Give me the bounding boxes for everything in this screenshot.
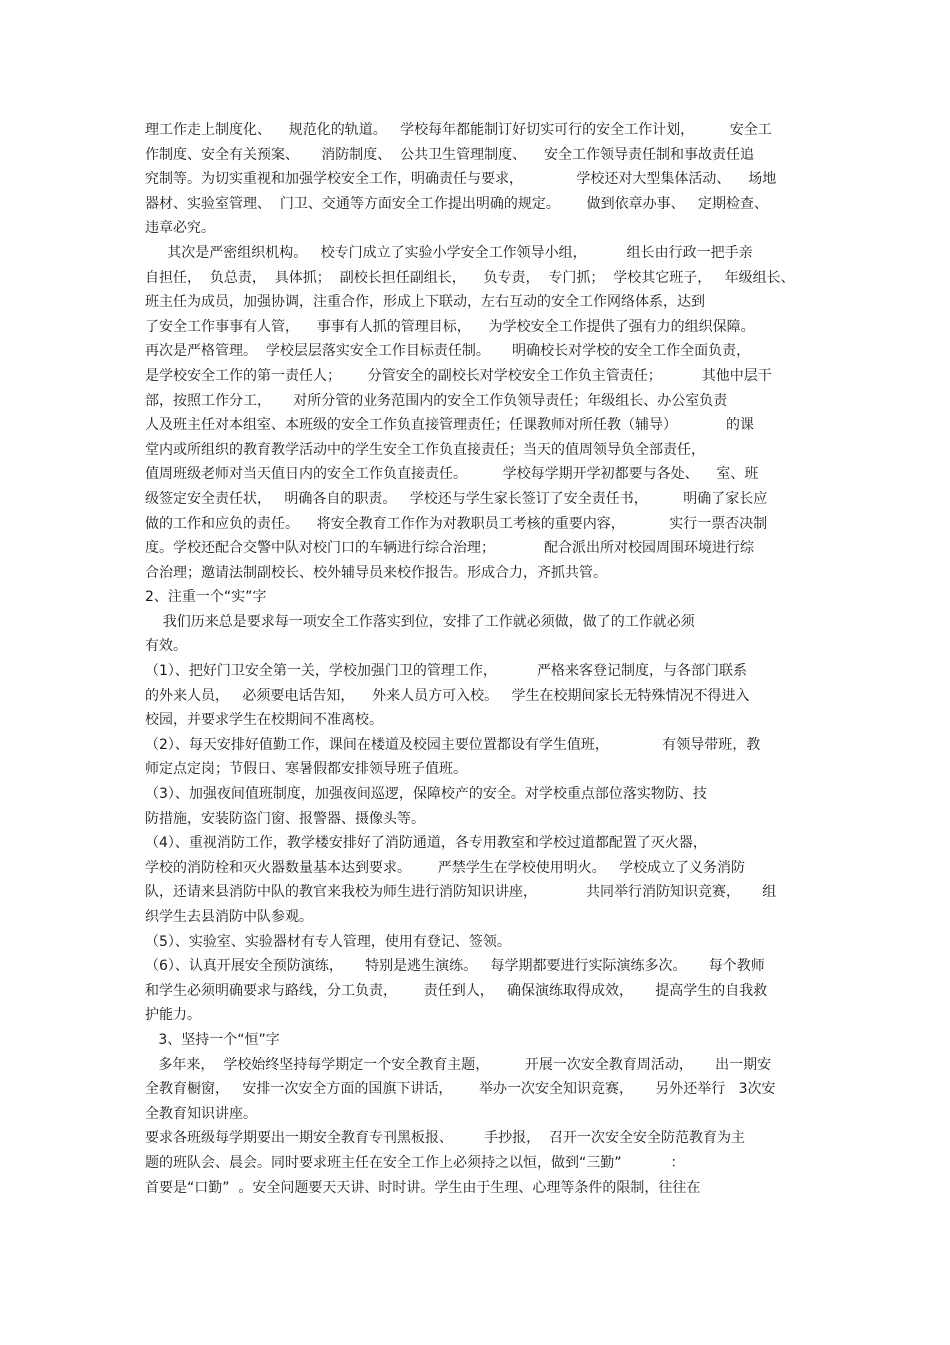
text-line: 题的班队会、晨会。同时要求班主任在安全工作上必须持之以恒，做到“三勤” ： — [145, 1154, 685, 1171]
text-line: 师定点定岗；节假日、寒暑假都安排领导班子值班。 — [145, 761, 467, 778]
text-line: 再次是严格管理。 学校层层落实安全工作目标责任制。 明确校长对学校的安全工作全面负责， — [145, 343, 751, 360]
text-line: （3）、加强夜间值班制度，加强夜间巡逻，保障校产的安全。对学校重点部位落实物防、技 — [145, 786, 707, 803]
text-line: 究制等。为切实重视和加强学校安全工作，明确责任与要求， 学校还对大型集体活动、 场地 — [145, 171, 777, 188]
text-line: （5）、实验室、实验器材有专人管理，使用有登记、签领。 — [145, 933, 511, 950]
text-line: 校园，并要求学生在校期间不准离校。 — [145, 712, 383, 729]
text-line: 度。学校还配合交警中队对校门口的车辆进行综合治理； 配合派出所对校园周围环境进行综 — [145, 540, 754, 557]
text-line: 要求各班级每学期要出一期安全教育专刊黑板报、 手抄报， 召开一次安全安全防范教育为主 — [145, 1130, 746, 1147]
text-line: 护能力。 — [145, 1007, 201, 1024]
text-line: 和学生必须明确要求与路线，分工负责， 责任到人， 确保演练取得成效， 提高学生的自我救 — [145, 982, 768, 999]
text-line: 堂内或所组织的教育教学活动中的学生安全工作负直接责任；当天的值周领导负全部责任， — [145, 441, 705, 458]
text-line: 全教育橱窗， 安排一次安全方面的国旗下讲话， 举办一次安全知识竞赛， 另外还举行 3次安 — [145, 1081, 776, 1098]
text-line: 值周班级老师对当天值日内的安全工作负直接责任。 学校每学期开学初都要与各处、 室、班 — [145, 466, 759, 483]
text-line: （2）、每天安排好值勤工作，课间在楼道及校园主要位置都设有学生值班， 有领导带班，教 — [145, 736, 761, 753]
text-line: （6）、认真开展安全预防演练， 特别是逃生演练。 每学期都要进行实际演练多次。 每个教师 — [145, 958, 765, 975]
text-line: 3、坚持一个“恒”字 — [145, 1031, 280, 1048]
text-line: 部，按照工作分工， 对所分管的业务范围内的安全工作负领导责任；年级组长、办公室负责 — [145, 392, 728, 409]
text-line: 的外来人员， 必须要电话告知， 外来人员方可入校。 学生在校期间家长无特殊情况不得进入 — [145, 687, 750, 704]
text-line: 我们历来总是要求每一项安全工作落实到位，安排了工作就必须做，做了的工作就必须 — [145, 613, 695, 630]
text-line: 是学校安全工作的第一责任人； 分管安全的副校长对学校安全工作负主管责任； 其他中层干 — [145, 367, 772, 384]
text-line: 织学生去县消防中队参观。 — [145, 909, 313, 925]
text-line: 班主任为成员，加强协调，注重合作，形成上下联动，左右互动的安全工作网络体系，达到 — [145, 294, 705, 311]
text-line: （4）、重视消防工作，教学楼安排好了消防通道，各专用教室和学校过道都配置了灭火器， — [145, 835, 707, 852]
text-line: 首要是“口勤” 。安全问题要天天讲、时时讲。学生由于生理、心理等条件的限制，往往在 — [145, 1179, 701, 1196]
text-line: 人及班主任对本组室、本班级的安全工作负直接管理责任；任课教师对所任教（辅导） 的课 — [145, 417, 754, 434]
body-text — [145, 118, 815, 1200]
text-line: 合治理；邀请法制副校长、校外辅导员来校作报告。形成合力，齐抓共管。 — [145, 564, 607, 581]
text-line: 级签定安全责任状， 明确各自的职责。 学校还与学生家长签订了安全责任书， 明确了家长应 — [145, 490, 768, 507]
text-line: 队，还请来县消防中队的教官来我校为师生进行消防知识讲座， 共同举行消防知识竞赛， 组 — [145, 884, 777, 901]
text-line: 其次是严密组织机构。 校专门成立了实验小学安全工作领导小组， 组长由行政一把手亲 — [145, 244, 753, 261]
text-line: 了安全工作事事有人管， 事事有人抓的管理目标， 为学校安全工作提供了强有力的组织保障。 — [145, 318, 755, 335]
text-line: 全教育知识讲座。 — [145, 1105, 257, 1122]
text-line: 自担任， 负总责， 具体抓； 副校长担任副组长， 负专责， 专门抓； 学校其它班子， 年级组长、 — [145, 269, 795, 286]
text-line: 作制度、安全有关预案、 消防制度、 公共卫生管理制度、 安全工作领导责任制和事故责任追 — [145, 146, 754, 163]
text-line: 理工作走上制度化、 规范化的轨道。 学校每年都能制订好切实可行的安全工作计划， 安全工 — [145, 122, 772, 138]
text-line: 学校的消防栓和灭火器数量基本达到要求。 严禁学生在学校使用明火。 学校成立了义务消防 — [145, 859, 746, 876]
text-line: （1）、把好门卫安全第一关，学校加强门卫的管理工作， 严格来客登记制度，与各部门联系 — [145, 663, 747, 680]
text-line: 做的工作和应负的责任。 将安全教育工作作为对教职员工考核的重要内容， 实行一票否决制 — [145, 515, 768, 532]
text-line: 违章必究。 — [145, 220, 215, 237]
text-line: 有效。 — [145, 638, 187, 655]
text-line: 器材、实验室管理、 门卫、交通等方面安全工作提出明确的规定。 做到依章办事、 定期检查、 — [145, 195, 768, 212]
text-line: 多年来， 学校始终坚持每学期定一个安全教育主题， 开展一次安全教育周活动， 出一期安 — [145, 1056, 772, 1073]
text-line: 2、注重一个“实”字 — [145, 589, 267, 606]
text-line: 防措施，安装防盗门窗、报警器、摄像头等。 — [145, 810, 425, 827]
